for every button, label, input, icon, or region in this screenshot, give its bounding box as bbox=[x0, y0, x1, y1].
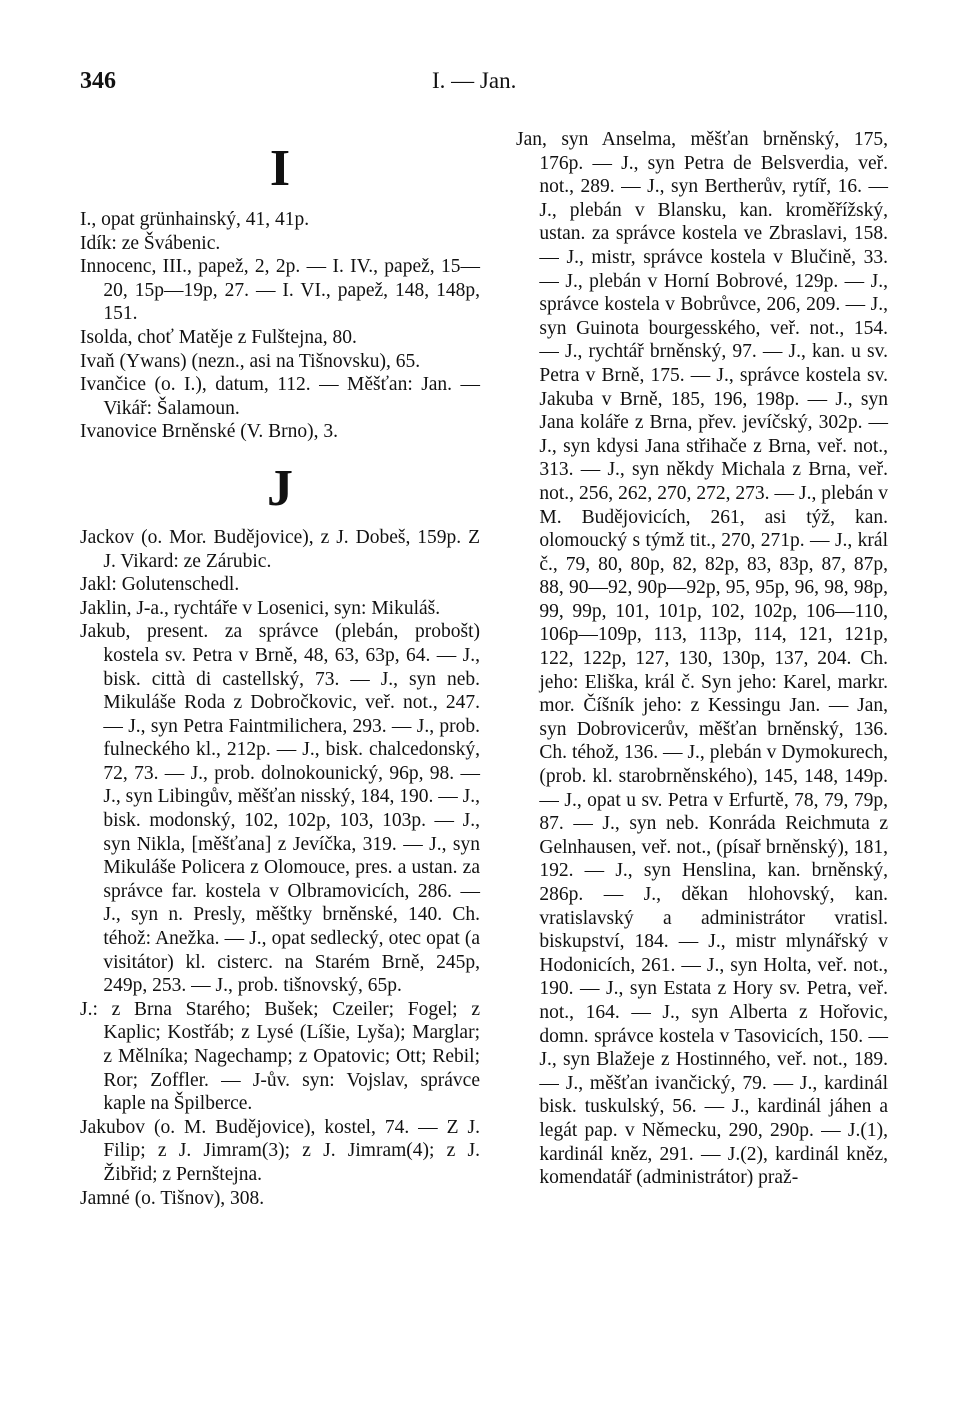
index-entry: Jakl: Golutenschedl. bbox=[80, 574, 240, 596]
page-number: 346 bbox=[80, 68, 116, 94]
index-entry: Ivaň (Ywans) (nezn., asi na Tišnovsku), 65. bbox=[80, 350, 421, 372]
index-entry: Jakub, present. za správce (plebán, probošt) kostela sv. Petra v Brně, 48, 63, 63p, 64. — J., bisk. città di castellský, 73. — J., syn neb. Mikuláše Roda z Dobročkovic, veř. not., 247. — J., syn Petra Faintmilichera, 293. — J., prob. fulneckého kl., 212p. — J., bisk. chalcedonský, 72, 73. — J., prob. dolnokounický, 96p, 98. — J., syn Libingův, měšťan nisský, 184, 190. — J., bisk. modonský, 102, 102p, 103, 103p. — J., syn Nikla, [měšťana] z Jevíčka, 319. — J., syn Mikuláše Policera z Olomouce, pres. a ustan. za správce far. kostela v Olbramovicích, 286. — J., syn n. Presly, měštky brněnské, 140. Ch. téhož: Anežka. — J., opat sedlecký, otec opat (a visitátor) kl. cisterc. na Starém Brně, 245p, 249p, 253. — J., prob. tišnovský, 65p. bbox=[80, 621, 480, 997]
index-entry: Jaklin, J-a., rychtáře v Losenici, syn: Mikuláš. bbox=[80, 597, 441, 619]
right-column bbox=[516, 128, 888, 1190]
index-entry: Ivančice (o. I.), datum, 112. — Měšťan: Jan. — Vikář: Šalamoun. bbox=[80, 374, 480, 419]
index-entry: Jakubov (o. M. Budějovice), kostel, 74. — Z J. Filip; z J. Jimram(3); z J. Jimram(4); z J. Žibřid; z Pernštejna. bbox=[80, 1116, 480, 1185]
index-entry: Jackov (o. Mor. Budějovice), z J. Dobeš, 159p. Z J. Vikard: ze Zárubic. bbox=[80, 526, 480, 572]
section-letter-i: I bbox=[269, 140, 291, 197]
index-entry: Ivanovice Brněnské (V. Brno), 3. bbox=[80, 421, 338, 443]
page-header bbox=[0, 68, 960, 108]
running-head: I. — Jan. bbox=[432, 68, 517, 93]
index-entry: Isolda, choť Matěje z Fulštejna, 80. bbox=[80, 326, 357, 348]
section-letter-j: J bbox=[267, 459, 293, 517]
index-entry: J.: z Brna Starého; Bušek; Czeiler; Fogel; z Kaplic; Kostřáb; z Lysé (Líšie, Lyša); Marglar; z Mělníka; Nagechamp; z Opatovic; Ott; Rebil; Ror; Zoffler. — J-ův. syn: Vojslav, správce kaple na Špilberce. bbox=[80, 998, 480, 1115]
index-entry: Innocenc, III., papež, 2, 2p. — I. IV., papež, 15—20, 15p—19p, 27. — I. VI., papež, 148, 148p, 151. bbox=[80, 256, 480, 325]
index-entry: I., opat grünhainský, 41, 41p. bbox=[80, 209, 310, 230]
index-entry: Idík: ze Švábenic. bbox=[80, 232, 221, 254]
index-entry: Jamné (o. Tišnov), 308. bbox=[80, 1187, 265, 1209]
left-column bbox=[80, 128, 480, 1210]
index-entry: Jan, syn Anselma, měšťan brněnský, 175, 176p. — J., syn Petra de Belsverdia, veř. not., 289. — J., syn Bertherův, rytíř, 16. — J., plebán v Blansku, kan. kroměřížský, ustan. za správce kostela ve Zbraslavi, 158. — J., mistr, správce kostela v Blučině, 33. — J., plebán v Horní Bobrové, 129p. — J., správce kostela v Bobrůvce, 206, 209. — J., syn Guinota bourgesského, veř. not., 154. — J., rychtář brněnský, 97. — J., kan. u sv. Petra v Brně, 175. — J., správce kostela sv. Jakuba v Brně, 185, 196, 198p. — J., syn Jana koláře z Brna, přev. jevíčský, 302p. — J., syn kdysi Jana střihače z Brna, veř. not., 313. — J., syn někdy Michala z Brna, veř. not., 256, 262, 270, 272, 273. — J., plebán v M. Budějovicích, 261, asi týž, kan. olomoucký s týmž tit., 270, 271p. — J., král č., 79, 80, 80p, 82, 82p, 83, 83p, 87, 87p, 88, 90—92, 90p—92p, 95, 95p, 96, 98, 98p, 99, 99p, 101, 101p, 102, 102p, 106—110, 106p—109p, 113, 113p, 114, 121, 121p, 122, 122p, 127, 130, 130p, 137, 204. Ch. jeho: Eliška, král č. Syn jeho: Karel, markr. mor. Číšník jeho: z Kessingu Jan. — Jan, syn Dobrovicerův, měšťan brněnský, 136. Ch. téhož, 136. — J., plebán v Dymokurech, (prob. kl. starobrněnského), 145, 148, 149p. — J., opat u sv. Petra v Erfurtě, 78, 79, 79p, 87. — J., syn neb. Konráda Reichmuta z Gelnhausen, veř. not., (písař brněnský), 181, 192. — J., syn Henslina, kan. brněnský, 286p. — J., děkan hlohovský, kan. vratislavský a administrátor vratisl. biskupství, 184. — J., mistr mlynářský v Hodonicích, 261. — J., syn Holta, veř. not., 190. — J., syn Estata z Hory sv. Petra, veř. not., 164. — J., syn Alberta z Hořovic, domn. správce kostela v Tasovicích, 150. — J., syn Blažeje z Hostinného, veř. not., 189. — J., měšťan ivančický, 79. — J., kardinál bisk. tuskulský, 56. — J., kardinál jáhen a legát pap. v Německu, 290, 290p. — J.(1), kardinál kněz, 291. — J.(2), kardinál kněz, komendatář (administrátor) praž- bbox=[516, 129, 888, 1189]
